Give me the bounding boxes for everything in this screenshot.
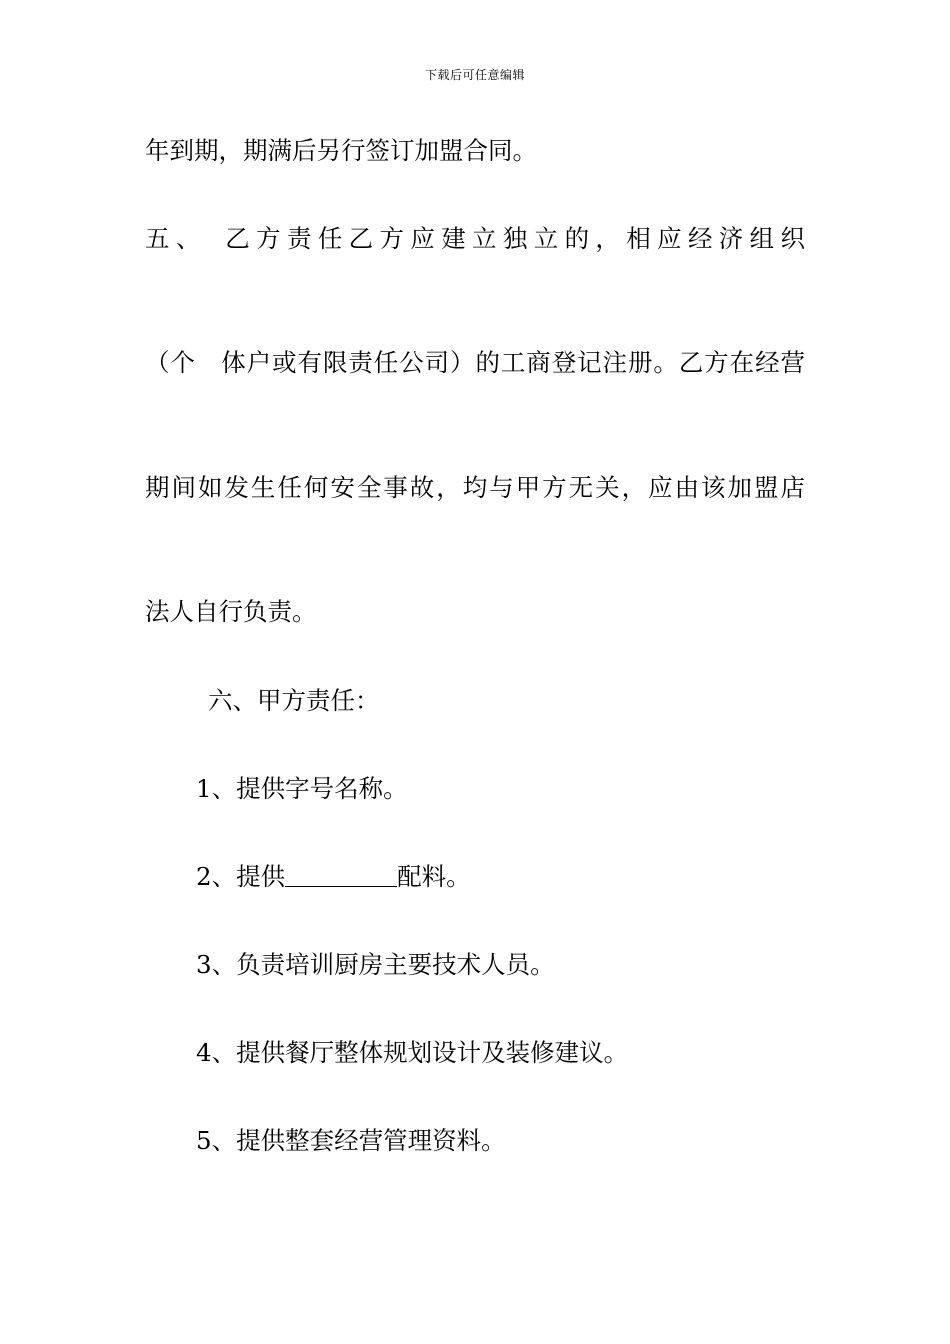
- section5-line-1: 五、 乙方责任乙方应建立独立的，相应经济组织: [145, 224, 805, 253]
- list-item: 4、提供餐厅整体规划设计及装修建议。: [196, 1038, 629, 1067]
- section6-heading: 六、甲方责任：: [208, 686, 380, 715]
- list-item: [196, 861, 471, 893]
- list-item-prefix: 2、提供: [196, 862, 286, 891]
- section5-line-4: 法人自行负责。: [145, 597, 317, 626]
- section5-line-3: 期间如发生任何安全事故，均与甲方无关，应由该加盟店: [145, 473, 805, 502]
- section5-line-2: （个 体户或有限责任公司）的工商登记注册。乙方在经营: [145, 348, 805, 377]
- text-line-contract-expiry: 年到期，期满后另行签订加盟合同。: [145, 136, 537, 165]
- list-item-suffix: 配料。: [397, 862, 471, 891]
- fill-in-blank: [285, 864, 397, 887]
- list-item: 3、负责培训厨房主要技术人员。: [196, 950, 555, 979]
- header-note: 下载后可任意编辑: [424, 68, 525, 82]
- list-item: 5、提供整套经营管理资料。: [196, 1126, 506, 1155]
- list-item: 1、提供字号名称。: [196, 774, 408, 803]
